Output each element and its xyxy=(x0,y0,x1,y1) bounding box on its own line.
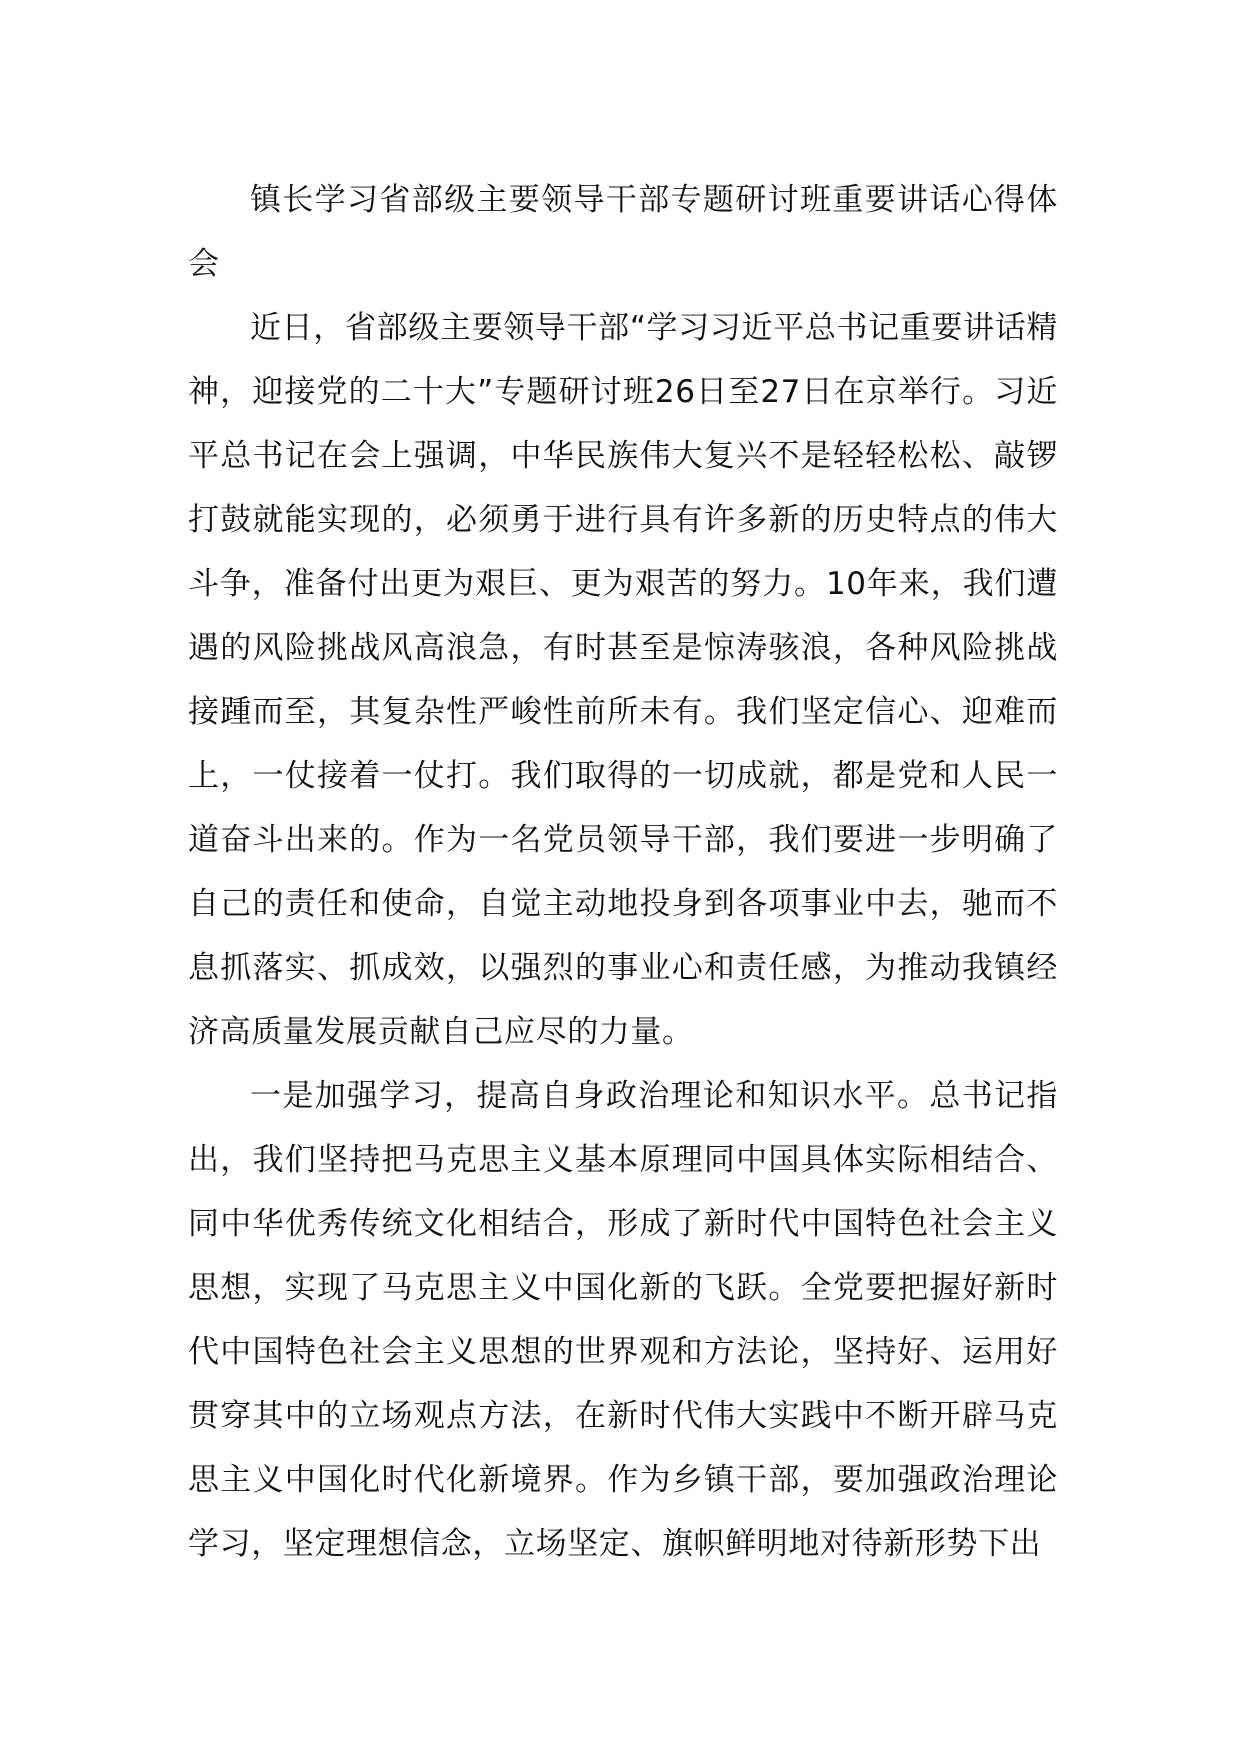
paragraph-point-one: 一是加强学习，提高自身政治理论和知识水平。总书记指出，我们坚持把马克思主义基本原理同中国具体实际相结合、同中华优秀传统文化相结合，形成了新时代中国特色社会主义思想，实现了马克思主义中国化新的飞跃。全党要把握好新时代中国特色社会主义思想的世界观和方法论，坚持好、运用好贯穿其中的立场观点方法，在新时代伟大实践中不断开辟马克思主义中国化时代化新境界。作为乡镇干部，要加强政治理论学习，坚定理想信念，立场坚定、旗帜鲜明地对待新形势下出 xyxy=(188,1078,1058,1562)
paragraph-intro: 近日，省部级主要领导干部“学习习近平总书记重要讲话精神，迎接党的二十大”专题研讨班26日至27日在京举行。习近平总书记在会上强调，中华民族伟大复兴不是轻轻松松、敲锣打鼓就能实现的，必须勇于进行具有许多新的历史特点的伟大斗争，准备付出更为艰巨、更为艰苦的努力。10年来，我们遭遇的风险挑战风高浪急，有时甚至是惊涛骇浪，各种风险挑战接踵而至，其复杂性严峻性前所未有。我们坚定信心、迎难而上，一仗接着一仗打。我们取得的一切成就，都是党和人民一道奋斗出来的。作为一名党员领导干部，我们要进一步明确了自己的责任和使命，自觉主动地投身到各项事业中去，驰而不息抓落实、抓成效，以强烈的事业心和责任感，为推动我镇经济高质量发展贡献自己应尽的力量。 xyxy=(188,310,1058,1050)
document-title: 镇长学习省部级主要领导干部专题研讨班重要讲话心得体会 xyxy=(188,182,1058,282)
document-body xyxy=(188,168,1058,1576)
